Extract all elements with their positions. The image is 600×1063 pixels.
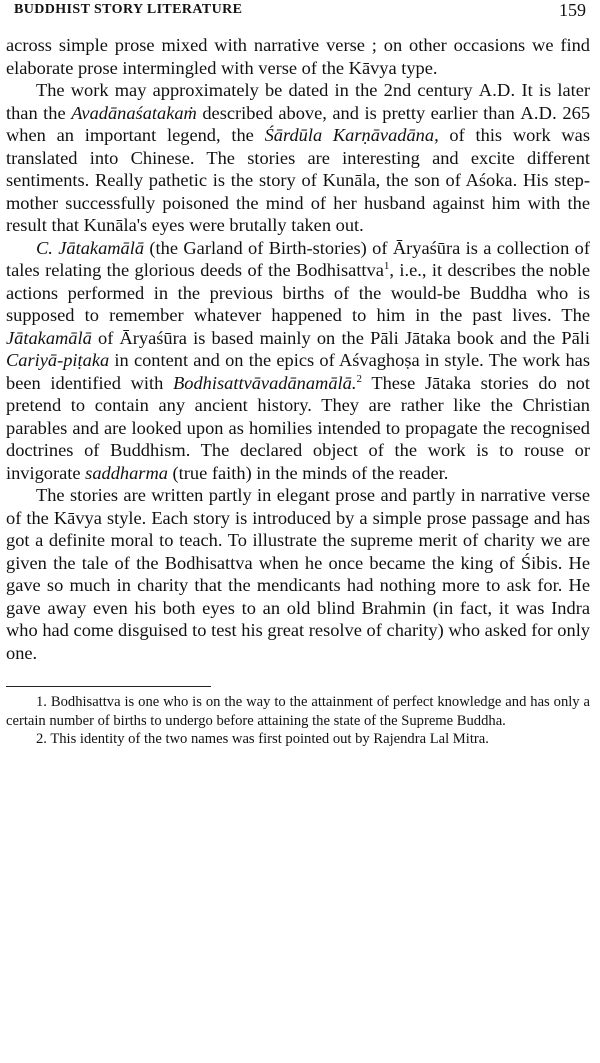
paragraph-stories xyxy=(6,484,590,664)
work-title: Jātakamālā xyxy=(6,327,92,348)
sanskrit-term: saddharma xyxy=(85,462,168,483)
text-run: It is later than the xyxy=(6,80,590,123)
text-run: , i.e., it describes the noble actions performed in the previous births of the would-be Buddha who is supposed to remember whatever happened to him in the past lives. The xyxy=(6,260,590,325)
text-run: The work may approximately be dated in the 2nd century xyxy=(36,80,479,100)
work-title: Avadānaśatakaṁ xyxy=(71,102,197,123)
footnote-ref: 1 xyxy=(383,259,390,272)
section-letter: C. xyxy=(36,237,59,258)
footnotes xyxy=(6,693,596,749)
paragraph-dating xyxy=(6,79,590,237)
paragraph-continuation xyxy=(6,34,590,79)
footnote-2: 2. This identity of the two names was first pointed out by Rajendra Lal Mitra. xyxy=(36,731,489,747)
text-run: 265 when an important legend, the xyxy=(6,102,591,145)
work-title: Bodhisattvāvadānamālā. xyxy=(173,372,357,393)
running-head: BUDDHIST STORY LITERATURE xyxy=(14,2,243,17)
paragraph-text: across simple prose mixed with narrative verse ; on other occasions we find elaborate prose intermingled with verse of the Kāvya type. xyxy=(6,35,590,78)
text-run: of this work was translated into Chinese. The stories are interesting and excite different sentiments. Really pathetic is the story of Kunāla, the son of Aśoka. His step-mother successfully poisoned the mind of her husband against him with the result that Kunāla's eyes were brutally taken out. xyxy=(6,125,590,235)
paragraph-jatakamala xyxy=(6,237,590,485)
footnote-divider xyxy=(6,686,211,687)
footnote-1: 1. Bodhisattva is one who is on the way to the attainment of perfect knowledge and has only a certain number of births to undergo before attaining the state of the Supreme Buddha. xyxy=(6,694,590,729)
page-number: 159 xyxy=(559,0,586,20)
text-run: in content and on the epics of Aśvaghoṣa in style. The work has been identified with xyxy=(6,350,590,393)
page-header xyxy=(6,0,596,28)
body-text xyxy=(6,34,596,664)
footnote-ref: 2 xyxy=(356,372,362,385)
work-title: Śārdūla Karṇāvadāna, xyxy=(264,125,439,145)
text-run: described above, and is pretty earlier than xyxy=(196,102,521,123)
work-title: Cariyā-piṭaka xyxy=(6,350,110,370)
era-abbreviation: A.D. xyxy=(478,80,516,100)
text-run: of Āryaśūra is based mainly on the Pāli Jātaka book and the Pāli xyxy=(91,327,590,348)
text-run: These Jātaka stories do not pretend to contain any ancient history. They are rather like the Christian parables and are looked upon as homilies intended to propagate the recognised doctrines of Buddhism. The declared object of the work is to rouse or invigorate xyxy=(6,372,590,483)
work-title: Jātakamālā xyxy=(58,237,145,258)
text-run: (the Garland of Birth-stories) of Āryaśūra is a collection of tales relating the glorious deeds of the Bodhisattva xyxy=(6,237,591,280)
paragraph-text: The stories are written partly in elegant prose and partly in narrative verse of the Kāvya style. Each story is introduced by a simple prose passage and has got a definite moral to teach. To illustrate the supreme merit of charity we are given the tale of the Bodhisattva when he once became the king of Śibis. He gave so much in charity that the mendicants had nothing more to ask for. He gave away even his both eyes to an old blind Brahmin (in fact, it was Indra who had come disguised to test his great resolve of charity) who asked for only one. xyxy=(6,485,590,663)
era-abbreviation: A.D. xyxy=(520,102,557,123)
text-run: (true faith) in the minds of the reader. xyxy=(167,462,449,483)
